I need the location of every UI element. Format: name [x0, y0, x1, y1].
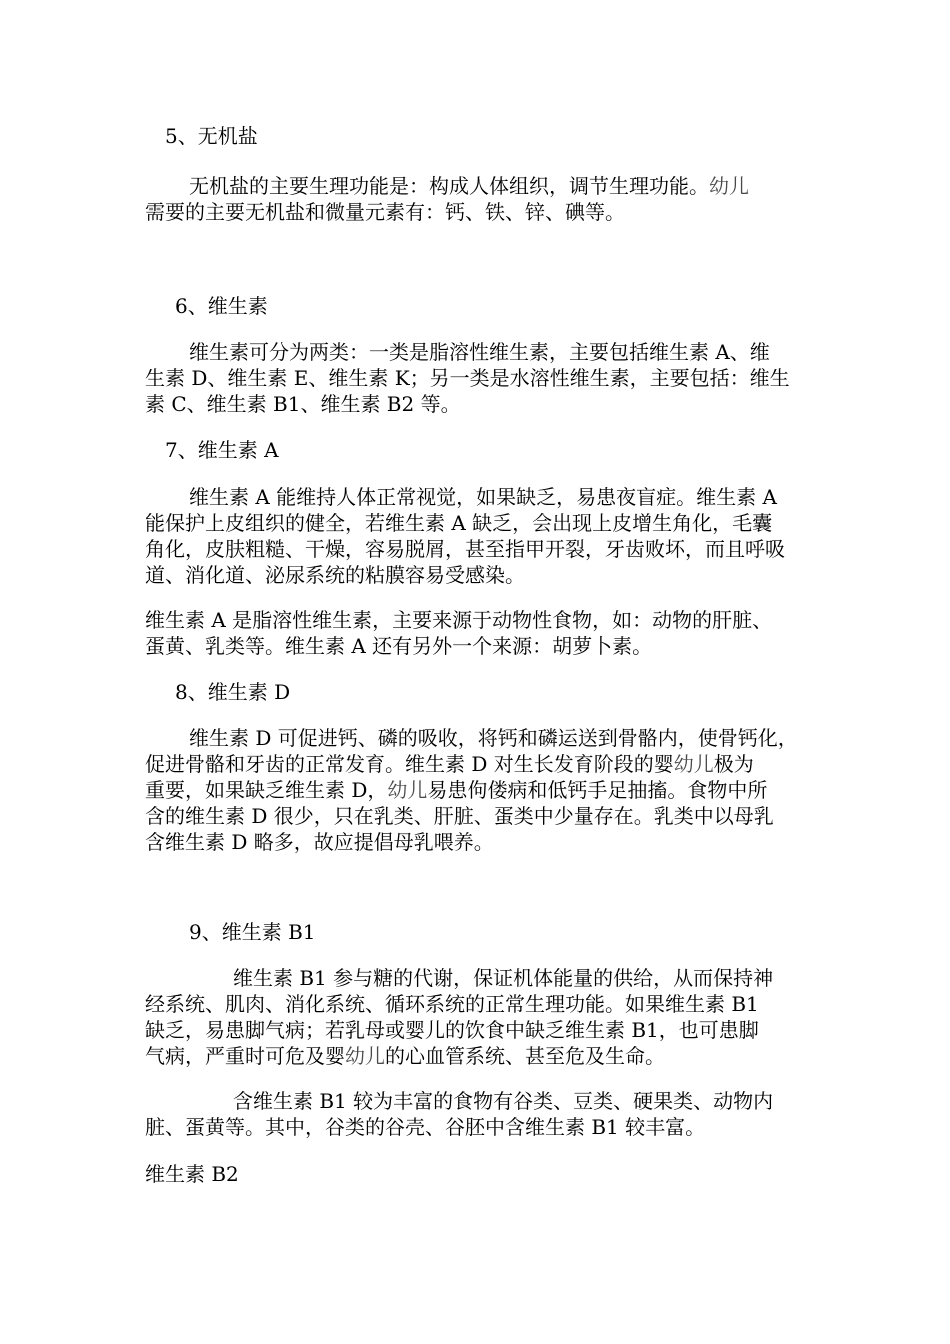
- paragraph-line: 含维生素 B1 较为丰富的食物有谷类、豆类、硬果类、动物内: [233, 1089, 774, 1113]
- paragraph-line: [145, 1044, 665, 1068]
- heading-vitamin-b2: 维生素 B2: [145, 1162, 239, 1186]
- heading-vitamin-a: 7、维生素 A: [165, 438, 279, 462]
- paragraph-line: 含的维生素 D 很少，只在乳类、肝脏、蛋类中少量存在。乳类中以母乳: [145, 804, 774, 828]
- paragraph-line: 缺乏，易患脚气病；若乳母或婴儿的饮食中缺乏维生素 B1，也可患脚: [145, 1018, 759, 1042]
- paragraph-line: 需要的主要无机盐和微量元素有：钙、铁、锌、碘等。: [145, 200, 625, 224]
- paragraph-line: 经系统、肌肉、消化系统、循环系统的正常生理功能。如果维生素 B1: [145, 992, 759, 1016]
- paragraph-line: 脏、蛋黄等。其中，谷类的谷壳、谷胚中含维生素 B1 较丰富。: [145, 1115, 706, 1139]
- text-segment: 易患佝偻病和低钙手足抽搐。食物中所: [427, 778, 768, 802]
- paragraph-line: [145, 752, 754, 776]
- text-segment: 的心血管系统、甚至危及生命。: [385, 1044, 665, 1068]
- paragraph-line: 道、消化道、泌尿系统的粘膜容易受感染。: [145, 563, 525, 587]
- keyword-link: 幼儿: [673, 752, 714, 776]
- keyword-link: 幼儿: [345, 1044, 385, 1068]
- paragraph-line: 维生素 A 是脂溶性维生素，主要来源于动物性食物，如：动物的肝脏、: [145, 608, 773, 632]
- paragraph-line: 生素 D、维生素 E、维生素 K；另一类是水溶性维生素，主要包括：维生: [145, 366, 790, 390]
- keyword-link: 幼儿: [387, 778, 428, 802]
- heading-vitamins: 6、维生素: [175, 294, 268, 318]
- paragraph-line: 维生素 A 能维持人体正常视觉，如果缺乏，易患夜盲症。维生素 A: [189, 485, 777, 509]
- text-segment: 促进骨骼和牙齿的正常发育。维生素 D 对生长发育阶段的婴: [145, 752, 674, 776]
- text-segment: 气病，严重时可危及婴: [145, 1044, 345, 1068]
- paragraph-line: 蛋黄、乳类等。维生素 A 还有另外一个来源：胡萝卜素。: [145, 634, 653, 658]
- heading-vitamin-d: 8、维生素 D: [175, 680, 291, 704]
- paragraph-line: 维生素 B1 参与糖的代谢，保证机体能量的供给，从而保持神: [233, 966, 774, 990]
- paragraph-line: 维生素 D 可促进钙、磷的吸收，将钙和磷运送到骨骼内，使骨钙化，: [189, 726, 798, 750]
- paragraph-line: 角化，皮肤粗糙、干燥，容易脱屑，甚至指甲开裂，牙齿败坏，而且呼吸: [145, 537, 785, 561]
- text-segment: 极为: [713, 752, 754, 776]
- text-segment: 重要，如果缺乏维生素 D，: [145, 778, 388, 802]
- paragraph-line: 含维生素 D 略多，故应提倡母乳喂养。: [145, 830, 494, 854]
- paragraph-line: 素 C、维生素 B1、维生素 B2 等。: [145, 392, 461, 416]
- paragraph-line: [145, 778, 767, 802]
- heading-inorganic-salts: 5、无机盐: [165, 124, 258, 148]
- heading-vitamin-b1: 9、维生素 B1: [189, 920, 316, 944]
- paragraph-line: 能保护上皮组织的健全，若维生素 A 缺乏，会出现上皮增生角化，毛囊: [145, 511, 773, 535]
- paragraph-line: [189, 174, 749, 198]
- text-segment: 无机盐的主要生理功能是：构成人体组织，调节生理功能。: [189, 174, 709, 198]
- paragraph-line: 维生素可分为两类：一类是脂溶性维生素，主要包括维生素 A、维: [189, 340, 770, 364]
- keyword-link: 幼儿: [709, 174, 749, 198]
